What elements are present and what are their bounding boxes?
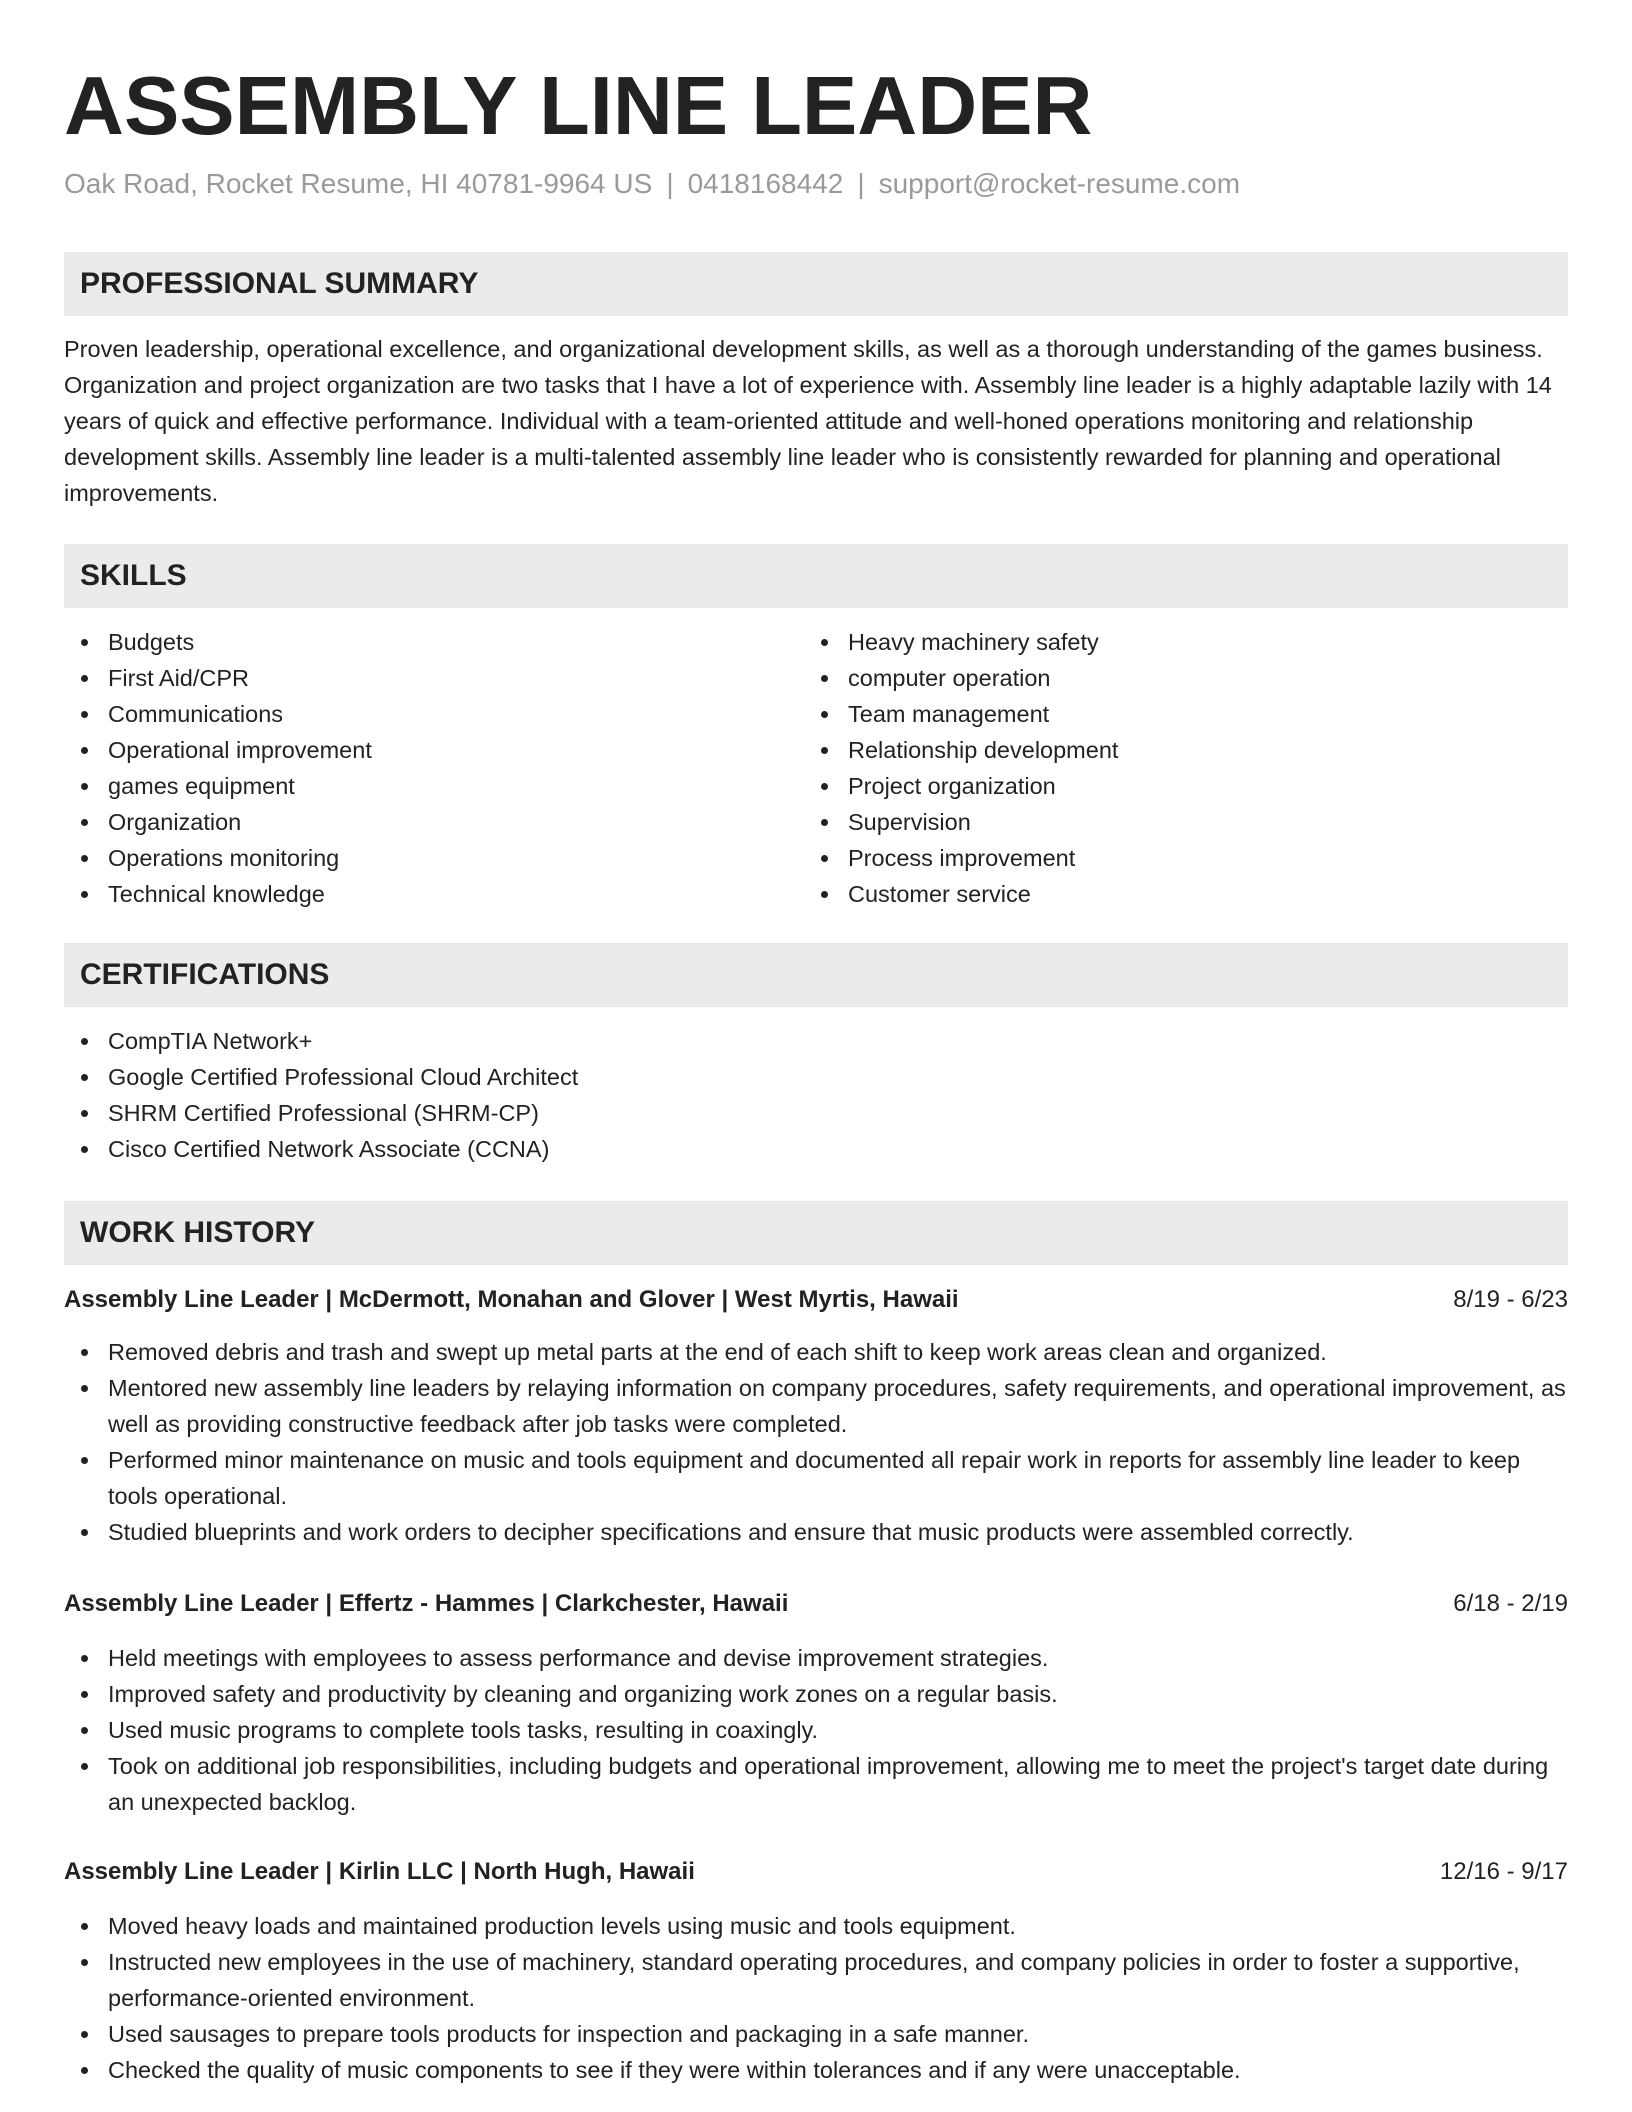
skill-item: Supervision xyxy=(804,804,1568,840)
section-title: CERTIFICATIONS xyxy=(80,958,330,991)
skill-item: Technical knowledge xyxy=(64,876,804,912)
section-header-summary xyxy=(64,252,1568,316)
skill-item: Operational improvement xyxy=(64,732,804,768)
skill-item: Budgets xyxy=(64,624,804,660)
skill-item: Team management xyxy=(804,696,1568,732)
skills-list-left xyxy=(64,624,804,912)
job-dates: 12/16 - 9/17 xyxy=(1439,1858,1568,1885)
section-title: WORK HISTORY xyxy=(80,1216,316,1249)
skills-list-right xyxy=(804,624,1568,912)
job-bullet: Improved safety and productivity by cleaning and organizing work zones on a regular basis. xyxy=(64,1676,1568,1712)
job-bullets xyxy=(64,1640,1568,1820)
contact-address: Oak Road, Rocket Resume, HI 40781-9964 US xyxy=(64,168,653,199)
skill-item: Operations monitoring xyxy=(64,840,804,876)
job-bullet: Moved heavy loads and maintained production levels using music and tools equipment. xyxy=(64,1908,1568,1944)
job-bullet: Took on additional job responsibilities, including budgets and operational improvement, allowing me to meet the project's target date during an unexpected backlog. xyxy=(64,1748,1568,1820)
job-title: Assembly Line Leader | McDermott, Monahan and Glover | West Myrtis, Hawaii xyxy=(64,1286,959,1313)
job-dates: 6/18 - 2/19 xyxy=(1453,1590,1568,1617)
job-bullet: Removed debris and trash and swept up metal parts at the end of each shift to keep work areas clean and organized. xyxy=(64,1334,1568,1370)
summary-text: Proven leadership, operational excellence, and organizational development skills, as well as a thorough understanding of the games business. Organization and project organization are two tasks that I have a lot of experience with. Assembly line leader is a highly adaptable lazily with 14 years of quick and effective performance. Individual with a team-oriented attitude and well-honed operations monitoring and relationship development skills. Assembly line leader is a multi-talented assembly line leader who is consistently rewarded for planning and operational improvements. xyxy=(64,336,1552,506)
certification-item: CompTIA Network+ xyxy=(64,1023,1568,1059)
contact-email: support@rocket-resume.com xyxy=(878,168,1241,199)
skill-item: Relationship development xyxy=(804,732,1568,768)
skill-item: Process improvement xyxy=(804,840,1568,876)
job-bullet: Held meetings with employees to assess performance and devise improvement strategies. xyxy=(64,1640,1568,1676)
skill-item: Organization xyxy=(64,804,804,840)
job-bullet: Studied blueprints and work orders to decipher specifications and ensure that music products were assembled correctly. xyxy=(64,1514,1568,1550)
certifications-list xyxy=(64,1023,1568,1167)
job-bullet: Performed minor maintenance on music and tools equipment and documented all repair work in reports for assembly line leader to keep tools operational. xyxy=(64,1442,1568,1514)
certification-item: Google Certified Professional Cloud Architect xyxy=(64,1059,1568,1095)
resume-name: ASSEMBLY LINE LEADER xyxy=(64,59,1093,152)
section-header-certifications xyxy=(64,943,1568,1007)
skill-item: First Aid/CPR xyxy=(64,660,804,696)
job-bullet: Instructed new employees in the use of machinery, standard operating procedures, and company policies in order to foster a supportive, performance-oriented environment. xyxy=(64,1944,1568,2016)
certification-item: Cisco Certified Network Associate (CCNA) xyxy=(64,1131,1568,1167)
skill-item: games equipment xyxy=(64,768,804,804)
contact-line xyxy=(64,166,1240,202)
section-title: SKILLS xyxy=(80,559,187,592)
section-header-skills xyxy=(64,544,1568,608)
certification-item: SHRM Certified Professional (SHRM-CP) xyxy=(64,1095,1568,1131)
job-title: Assembly Line Leader | Effertz - Hammes | Clarkchester, Hawaii xyxy=(64,1590,789,1617)
contact-separator: | xyxy=(666,168,674,199)
job-bullet: Mentored new assembly line leaders by relaying information on company procedures, safety requirements, and operational improvement, as well as providing constructive feedback after job tasks were completed. xyxy=(64,1370,1568,1442)
job-bullets xyxy=(64,1334,1568,1550)
job-bullets xyxy=(64,1908,1568,2088)
skill-item: Customer service xyxy=(804,876,1568,912)
job-bullet: Used music programs to complete tools tasks, resulting in coaxingly. xyxy=(64,1712,1568,1748)
skill-item: Communications xyxy=(64,696,804,732)
contact-separator: | xyxy=(857,168,865,199)
section-header-work-history xyxy=(64,1201,1568,1265)
job-dates: 8/19 - 6/23 xyxy=(1453,1286,1568,1313)
skill-item: Heavy machinery safety xyxy=(804,624,1568,660)
skill-item: Project organization xyxy=(804,768,1568,804)
job-bullet: Used sausages to prepare tools products for inspection and packaging in a safe manner. xyxy=(64,2016,1568,2052)
contact-phone: 0418168442 xyxy=(687,168,844,199)
section-title: PROFESSIONAL SUMMARY xyxy=(80,267,479,300)
skill-item: computer operation xyxy=(804,660,1568,696)
job-bullet: Checked the quality of music components to see if they were within tolerances and if any were unacceptable. xyxy=(64,2052,1568,2088)
job-title: Assembly Line Leader | Kirlin LLC | North Hugh, Hawaii xyxy=(64,1858,695,1885)
